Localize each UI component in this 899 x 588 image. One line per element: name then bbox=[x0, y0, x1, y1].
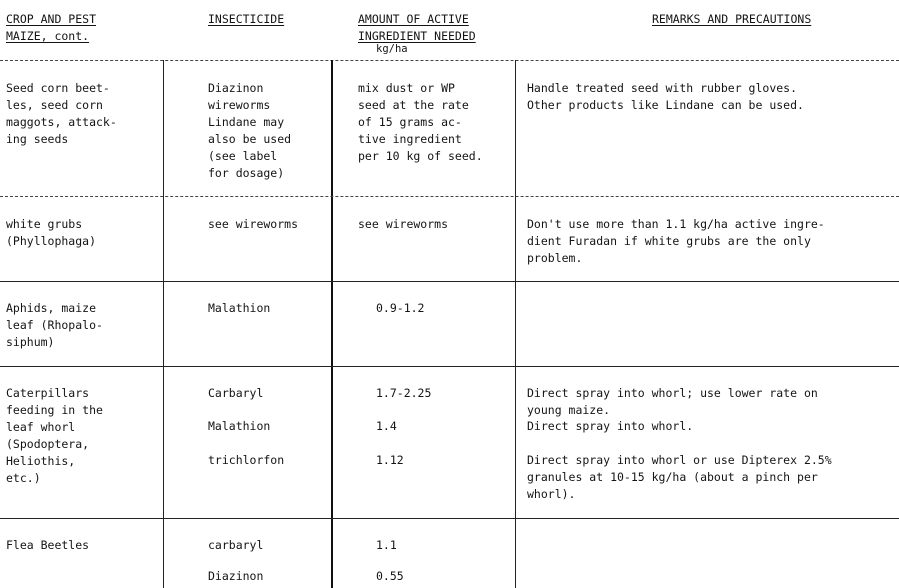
row4-amount-trichlorfon: 1.12 bbox=[376, 453, 404, 467]
row2-insecticide: see wireworms bbox=[208, 217, 299, 231]
row4-remarks-trichlorfon: Direct spray into whorl or use Dipterex 2.5% granules at 10-15 kg/ha (about a pinch per whorl). bbox=[527, 453, 832, 501]
header-crop-and-pest: CROP AND PEST MAIZE, cont. bbox=[6, 12, 97, 43]
row4-insecticide-malathion: Malathion bbox=[208, 419, 271, 433]
header-insecticide: INSECTICIDE bbox=[208, 12, 285, 26]
row4-pest: Caterpillars feeding in the leaf whorl (Spodoptera, Heliothis, etc.) bbox=[6, 386, 103, 485]
row-divider-2 bbox=[0, 281, 899, 282]
row1-insecticide: Diazinon wireworms Lindane may also be used (see label for dosage) bbox=[208, 81, 292, 180]
row5-insecticide-carbaryl: carbaryl bbox=[208, 538, 264, 552]
row4-insecticide-carbaryl: Carbaryl bbox=[208, 386, 264, 400]
row1-amount: mix dust or WP seed at the rate of 15 grams ac- tive ingredient per 10 kg of seed. bbox=[358, 81, 483, 163]
row1-pest: Seed corn beet- les, seed corn maggots, attack- ing seeds bbox=[6, 81, 117, 146]
row-divider-1 bbox=[0, 196, 899, 197]
row3-pest: Aphids, maize leaf (Rhopalo- siphum) bbox=[6, 301, 103, 349]
row3-amount: 0.9-1.2 bbox=[376, 301, 425, 315]
row5-amount-carbaryl: 1.1 bbox=[376, 538, 397, 552]
header-amount-unit: kg/ha bbox=[376, 43, 408, 55]
row3-insecticide: Malathion bbox=[208, 301, 271, 315]
row-divider-3 bbox=[0, 366, 899, 367]
row2-amount: see wireworms bbox=[358, 217, 449, 231]
row5-amount-diazinon: 0.55 bbox=[376, 569, 404, 583]
row2-remarks: Don't use more than 1.1 kg/ha active ingre- dient Furadan if white grubs are the only problem. bbox=[527, 217, 825, 265]
header-divider-line bbox=[0, 60, 899, 61]
row4-remarks-malathion: Direct spray into whorl. bbox=[527, 419, 694, 433]
row5-pest: Flea Beetles bbox=[6, 538, 90, 552]
row4-amount-carbaryl: 1.7-2.25 bbox=[376, 386, 432, 400]
column-divider-3 bbox=[515, 60, 516, 588]
row-divider-4 bbox=[0, 518, 899, 519]
row4-remarks-carbaryl: Direct spray into whorl; use lower rate on young maize. bbox=[527, 386, 818, 417]
row2-pest: white grubs (Phyllophaga) bbox=[6, 217, 97, 248]
row1-remarks: Handle treated seed with rubber gloves. Other products like Lindane can be used. bbox=[527, 81, 804, 112]
row4-amount-malathion: 1.4 bbox=[376, 419, 397, 433]
column-divider-2 bbox=[331, 60, 333, 588]
row4-insecticide-trichlorfon: trichlorfon bbox=[208, 453, 285, 467]
header-amount-active-ingredient: AMOUNT OF ACTIVE INGREDIENT NEEDED bbox=[358, 12, 476, 43]
column-divider-1 bbox=[163, 60, 164, 588]
row5-insecticide-diazinon: Diazinon bbox=[208, 569, 264, 583]
header-remarks-and-precautions: REMARKS AND PRECAUTIONS bbox=[652, 12, 812, 26]
